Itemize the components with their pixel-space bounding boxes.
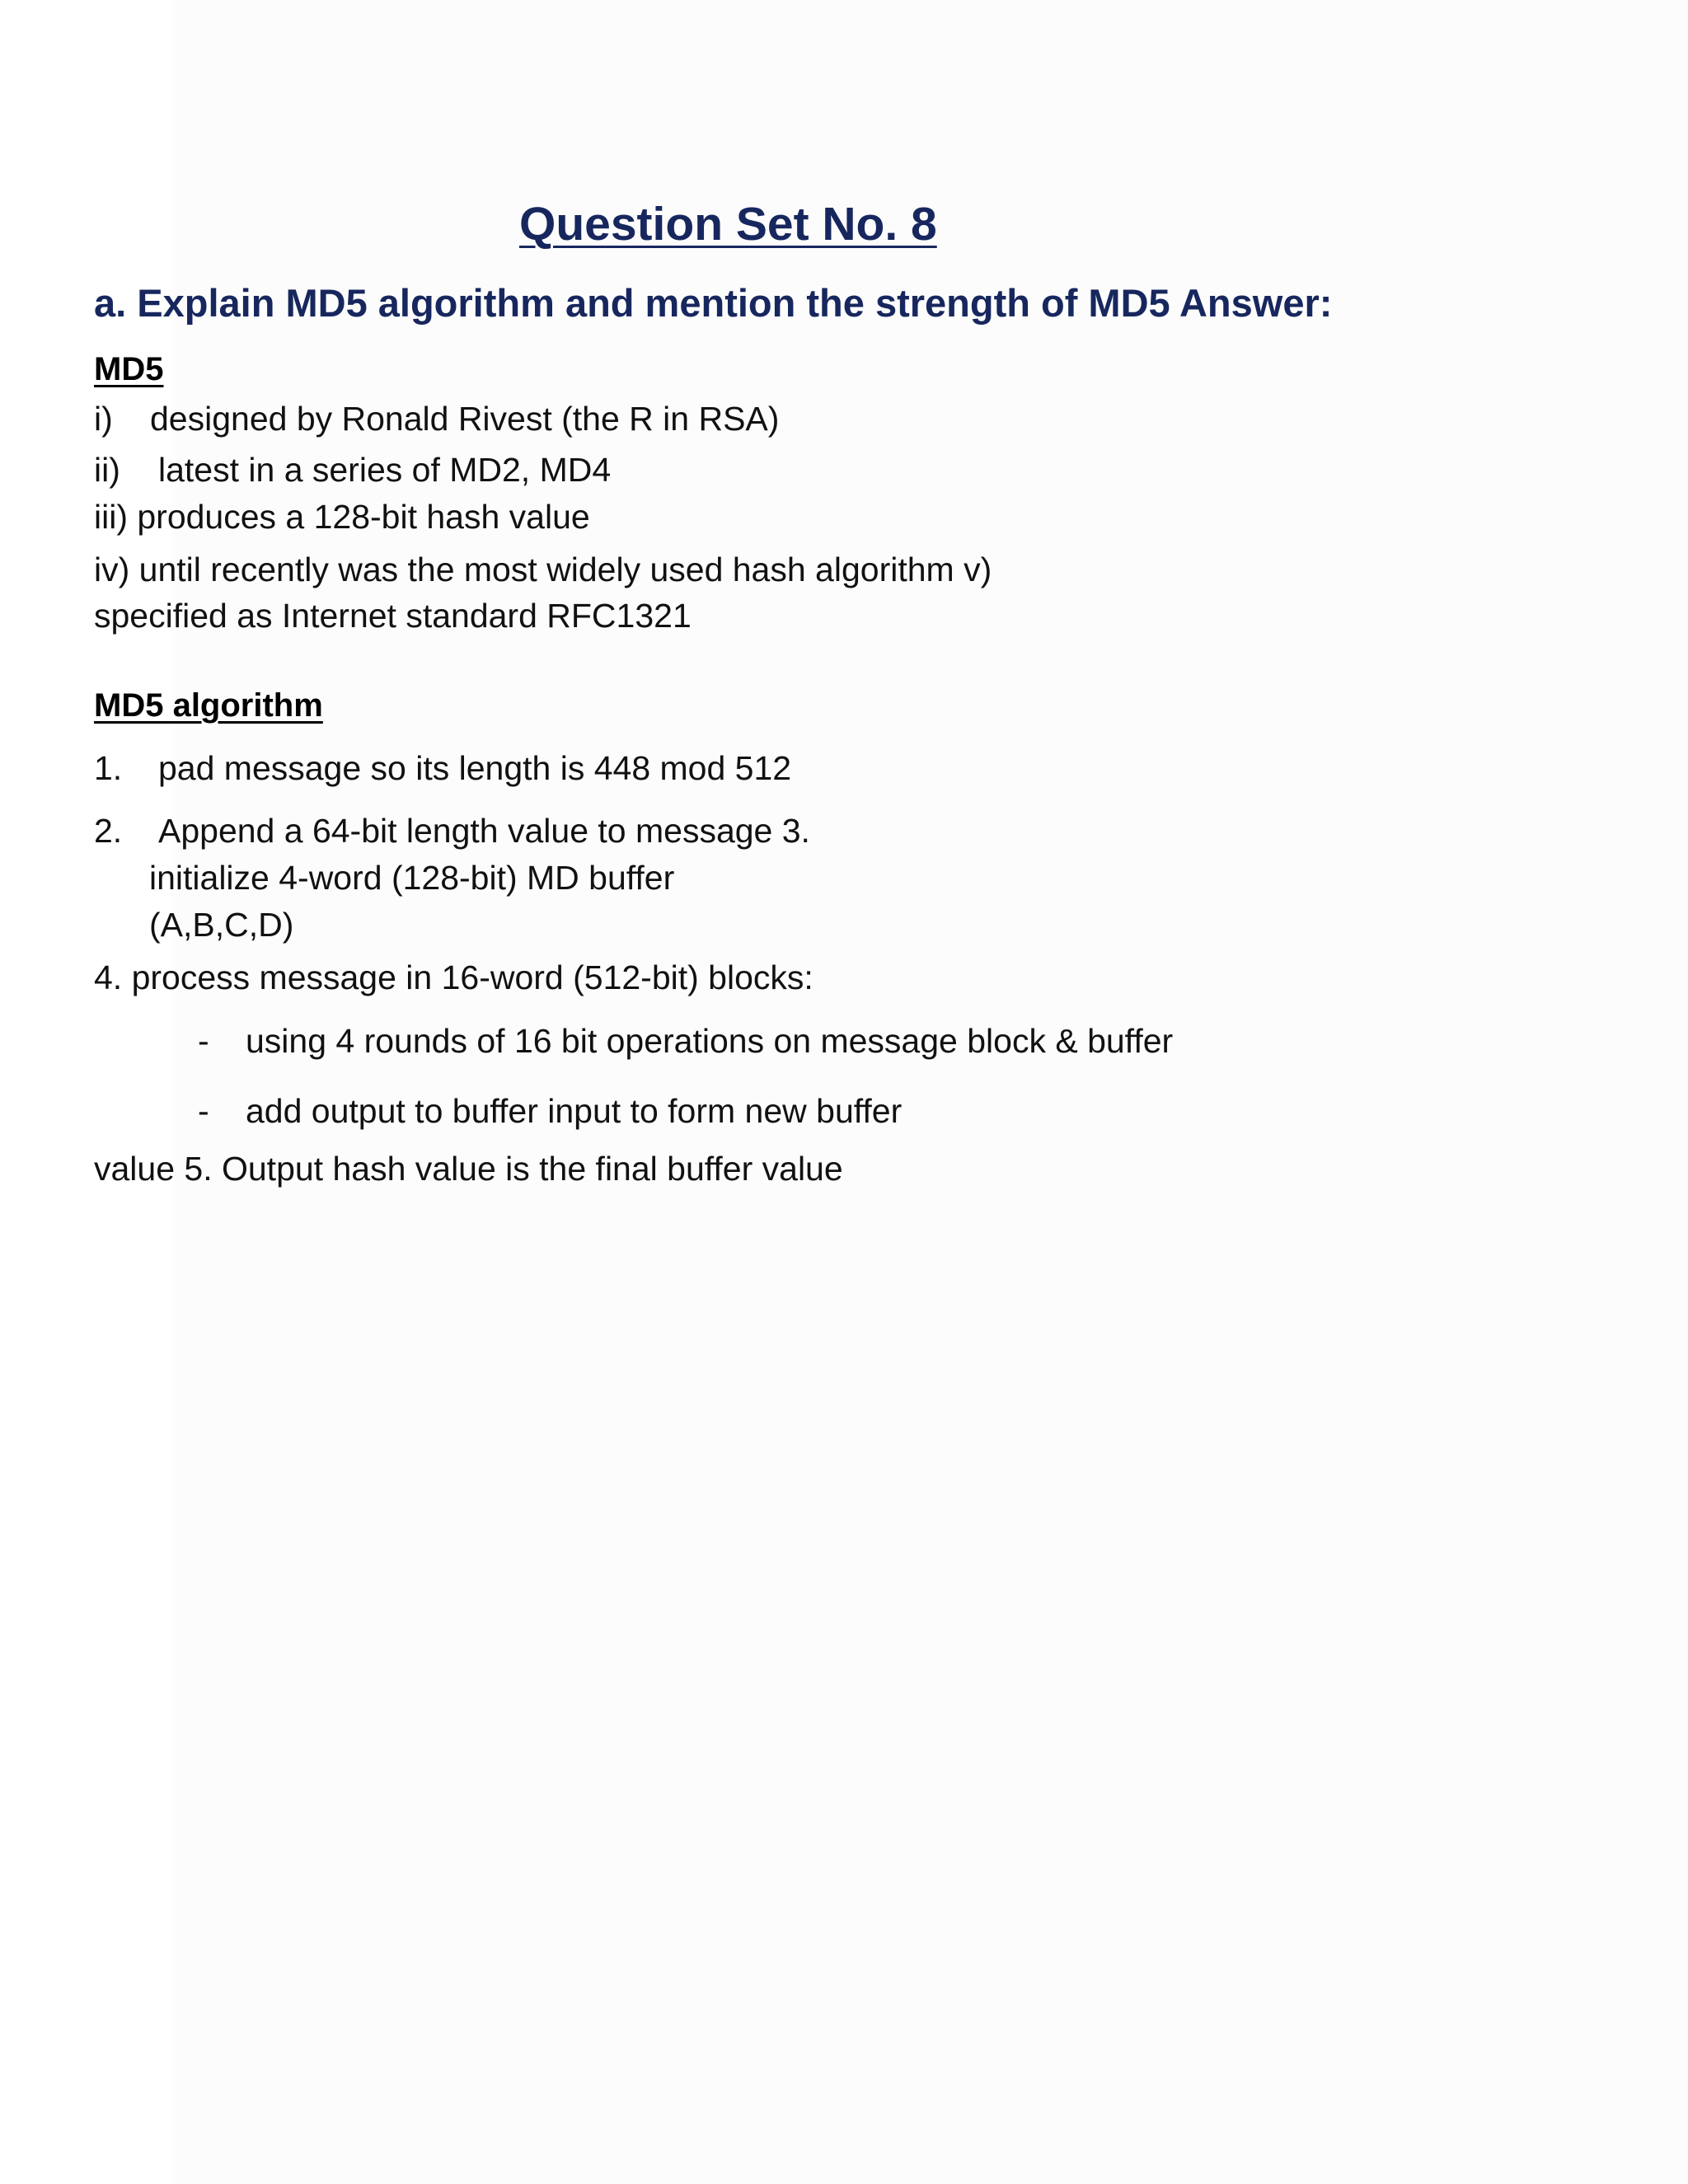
algorithm-substep-2 [198,1094,902,1128]
list-item-text: latest in a series of MD2, MD4 [158,451,612,489]
algorithm-step-5: value 5. Output hash value is the final buffer value [94,1150,843,1188]
algorithm-substep-1 [198,1024,1173,1058]
dash-marker: - [198,1022,209,1060]
algorithm-step-1 [94,749,792,787]
md5-item-3: iii) produces a 128-bit hash value [94,498,590,536]
list-item-text: using 4 rounds of 16 bit operations on message block & buffer [246,1022,1174,1060]
question-heading: a. Explain MD5 algorithm and mention the strength of MD5 Answer: [94,281,1333,325]
list-marker: 2. [94,812,123,850]
list-marker: i) [94,400,113,438]
md5-item-1 [94,402,779,436]
list-item-text: Append a 64-bit length value to message 3. [158,812,810,850]
md5-heading: MD5 [94,351,164,387]
list-marker: 1. [94,749,123,787]
algorithm-step-4: 4. process message in 16-word (512-bit) blocks: [94,958,814,996]
list-item-text: pad message so its length is 448 mod 512 [158,749,792,787]
list-marker: ii) [94,451,120,489]
list-item-text: add output to buffer input to form new buffer [246,1092,903,1130]
dash-marker: - [198,1092,209,1130]
algorithm-step-2 [94,814,810,848]
algorithm-step-2-cont: initialize 4-word (128-bit) MD buffer [149,859,675,897]
list-item-text: designed by Ronald Rivest (the R in RSA) [150,400,780,438]
algorithm-step-2-buffer: (A,B,C,D) [149,906,294,944]
page-title: Question Set No. 8 [519,198,937,251]
algorithm-heading: MD5 algorithm [94,687,323,724]
md5-item-5: specified as Internet standard RFC1321 [94,597,692,635]
md5-item-4: iv) until recently was the most widely used hash algorithm v) [94,551,992,588]
md5-item-2 [94,453,611,487]
